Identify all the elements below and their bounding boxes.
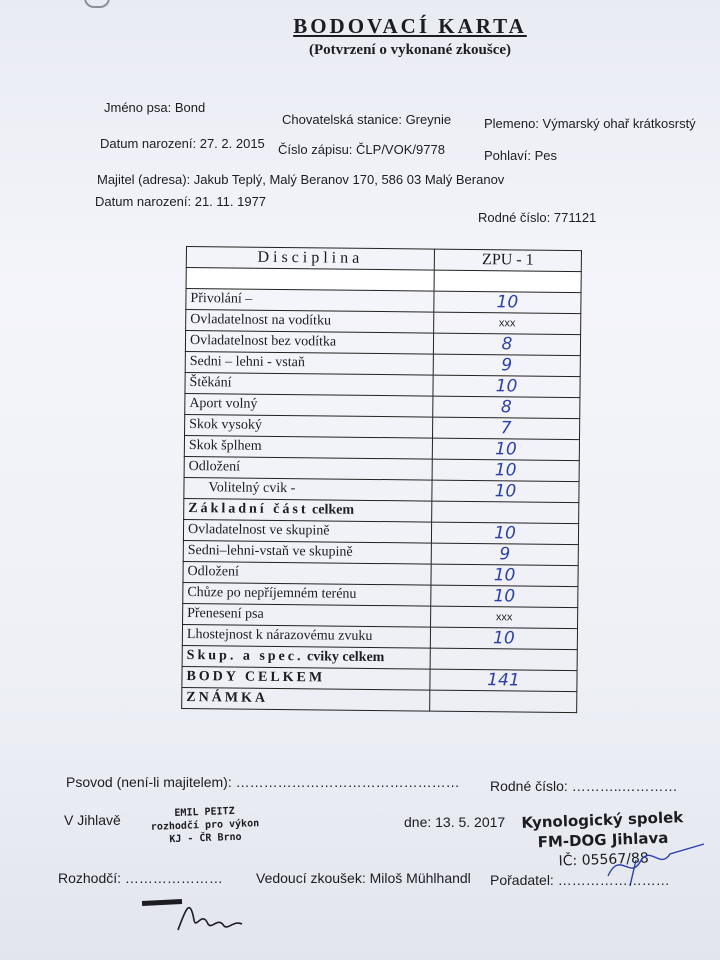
score-value	[432, 501, 579, 524]
discipline-label: Přivolání –	[186, 289, 434, 313]
sex: Pohlaví: Pes	[484, 148, 557, 163]
registration-number: Číslo zápisu: ČLP/VOK/9778	[278, 142, 445, 157]
discipline-label: Ovladatelnost na vodítku	[186, 310, 434, 334]
subtotal-label	[184, 498, 432, 522]
club-stamp-line: FM-DOG Jihlava	[537, 828, 669, 852]
dog-birth-date: Datum narození: 27. 2. 2015	[100, 136, 265, 151]
judge-field: Rozhodčí: …………………	[58, 870, 223, 886]
score-value	[430, 648, 577, 671]
score-value: 10	[433, 375, 580, 398]
score-value: 10	[431, 522, 578, 545]
score-table	[181, 246, 582, 713]
place: V Jihlavě	[64, 812, 121, 828]
judge-stamp	[149, 804, 260, 847]
score-value: 9	[433, 354, 580, 377]
discipline-label: Ovladatelnost bez vodítka	[185, 331, 433, 355]
score-value: 8	[433, 396, 580, 419]
club-stamp-line: IČ: 05567/88	[558, 850, 650, 870]
score-value: 10	[430, 627, 577, 650]
discipline-label: Ovladatelnost ve skupině	[183, 519, 431, 543]
page-title: BODOVACÍ KARTA	[293, 14, 527, 38]
breed: Plemeno: Výmarský ohař krátkosrstý	[484, 116, 696, 131]
score-value: 10	[432, 438, 579, 461]
score-value: 10	[432, 459, 579, 482]
score-value: 10	[432, 480, 579, 503]
paper-clip	[84, 0, 110, 8]
score-value: 10	[434, 291, 581, 314]
judge-stamp-line: EMIL PEITZ	[174, 805, 235, 820]
grade-row	[182, 687, 577, 712]
exam-leader: Vedoucí zkoušek: Miloš Mühlhandl	[256, 870, 471, 886]
score-value: 9	[431, 543, 578, 566]
column-header-discipline: Disciplina	[186, 247, 434, 271]
discipline-label: Sedni – lehni - vstaň	[185, 351, 433, 375]
subtotal-label-main: Základní část	[188, 501, 309, 518]
judge-signature	[138, 890, 248, 938]
handler-birth-number: Rodné číslo: ………..…………	[490, 778, 678, 794]
handler-field: Psovod (není-li majitelem): …………………………………………	[66, 774, 460, 790]
dog-name: Jméno psa: Bond	[104, 100, 206, 115]
score-value: 10	[431, 564, 578, 587]
discipline-label: Volitelný cvik -	[184, 477, 432, 501]
judge-stamp-line: KJ - ČR Brno	[169, 831, 242, 846]
subtotal-label-main: Skup. a spec.	[186, 648, 304, 665]
score-value: 10	[431, 585, 578, 608]
score-value: xxx	[434, 312, 581, 335]
subtotal-label-suffix: cviky celkem	[306, 649, 385, 666]
grade-value	[430, 690, 577, 713]
discipline-label: Chůze po nepříjemném terénu	[183, 582, 431, 606]
page-subtitle: (Potvrzení o vykonané zkoušce)	[308, 42, 512, 58]
discipline-label: Odložení	[184, 456, 432, 480]
owner-birth-date: Datum narození: 21. 11. 1977	[95, 194, 267, 209]
judge-stamp-line: rozhodčí pro výkon	[150, 818, 260, 833]
club-stamp-line: Kynologický spolek	[521, 808, 684, 832]
subtotal-label-suffix: celkem	[311, 502, 355, 518]
discipline-label: Skok vysoký	[185, 414, 433, 438]
date: dne: 13. 5. 2017	[404, 814, 506, 830]
total-label: BODY CELKEM	[182, 666, 430, 690]
total-value: 141	[430, 669, 577, 692]
discipline-label: Skok šplhem	[184, 435, 432, 459]
column-header-exam: ZPU - 1	[434, 249, 581, 272]
discipline-label: Sedni–lehni-vstaň ve skupině	[183, 540, 431, 564]
score-value: 8	[433, 333, 580, 356]
subtotal-label	[182, 645, 430, 669]
discipline-label: Odložení	[183, 561, 431, 585]
grade-label: ZNÁMKA	[182, 687, 430, 711]
discipline-label: Aport volný	[185, 393, 433, 417]
organizer-field: Pořadatel: ……………………	[490, 872, 670, 888]
owner-address: Majitel (adresa): Jakub Teplý, Malý Beranov 170, 586 03 Malý Beranov	[97, 172, 505, 187]
discipline-label: Štěkání	[185, 372, 433, 396]
kennel: Chovatelská stanice: Greynie	[282, 112, 452, 127]
discipline-label: Lhostejnost k nárazovému zvuku	[182, 624, 430, 648]
score-value: 7	[433, 417, 580, 440]
score-value: xxx	[431, 606, 578, 629]
birth-number: Rodné číslo: 771121	[478, 210, 597, 225]
discipline-label: Přenesení psa	[183, 603, 431, 627]
